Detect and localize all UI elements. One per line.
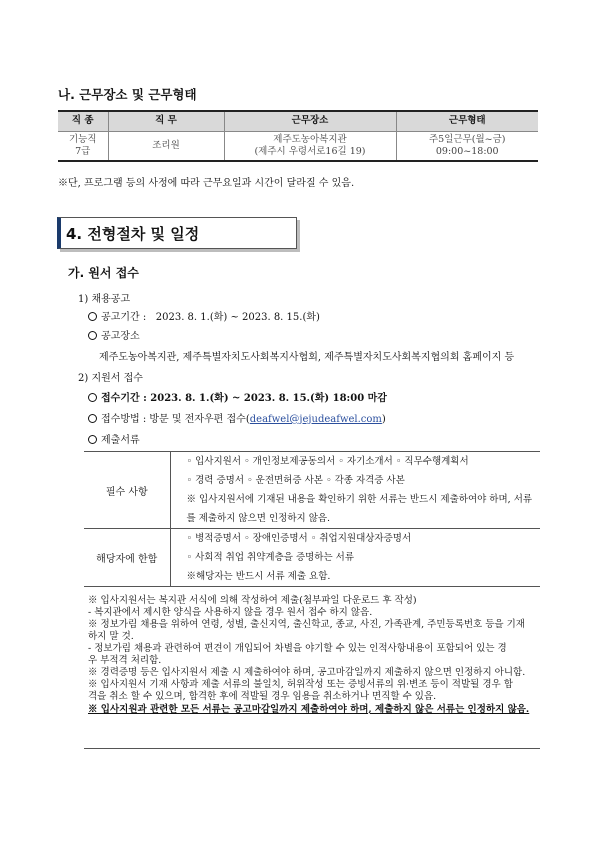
work-place-table (58, 110, 538, 162)
required-line2: ◦ 경력 증명서 ◦ 운전면허증 사본 ◦ 각종 자격증 사본 (186, 475, 405, 486)
work-place-line1: 제주도농아복지관 (273, 133, 347, 145)
note-line-4: 하지 말 것. (88, 631, 134, 642)
circle-bullet-icon (88, 393, 97, 402)
item2-method-label: 접수방법 : 방문 및 전자우편 접수( (101, 414, 250, 425)
job-type-line2: 7급 (75, 145, 91, 157)
header-work-form: 근무형태 (396, 111, 538, 131)
note-line-7: ※ 경력증명 등은 입사지원서 제출 시 제출하여야 하며, 공고마감일까지 제출하지 않으면 인정하지 아니함. (88, 667, 526, 678)
item2-docs (88, 431, 140, 446)
applicable-line1: ◦ 병적증명서 ◦ 장애인증명서 ◦ 취업지원대상자증명서 (186, 533, 412, 544)
item2-docs-label: 제출서류 (101, 435, 140, 446)
header-job-type: 직 종 (58, 111, 108, 131)
applicable-content (170, 529, 540, 587)
item1-place (88, 327, 140, 342)
applicable-line3: ※해당자는 반드시 서류 제출 요함. (186, 571, 331, 582)
email-link[interactable]: deafwel@jejudeafwel.com (249, 414, 382, 425)
applicable-line2: ◦ 사회적 취업 취약계층을 증명하는 서류 (186, 552, 355, 563)
work-form-line1: 주5일근무(월~금) (429, 133, 506, 145)
work-schedule-note: ※단, 프로그램 등의 사정에 따라 근무요일과 시간이 달라질 수 있음. (58, 178, 355, 189)
note-line-6: 우 부적격 처리함. (88, 655, 162, 666)
note-line-10: ※ 입사지원과 관련한 모든 서류는 공고마감일까지 제출하여야 하며, 제출하지 않은 서류는 인정하지 않음. (88, 704, 530, 715)
header-work-place: 근무장소 (224, 111, 396, 131)
table-row (84, 529, 540, 587)
note-line-2: - 복지관에서 제시한 양식을 사용하지 않을 경우 원서 접수 하지 않음. (88, 607, 373, 618)
cell-work-place (224, 131, 396, 161)
required-line3: ※ 입사지원서에 기재된 내용을 확인하기 위한 서류는 반드시 제출하여야 하며, 서류 (186, 494, 533, 505)
item1-period (88, 308, 320, 323)
item1-place-label: 공고장소 (101, 331, 140, 342)
circle-bullet-icon (88, 312, 97, 321)
item2-period-text: 접수기간 : 2023. 8. 1.(화) ~ 2023. 8. 15.(화) 18:00 마감 (101, 393, 387, 404)
work-place-line2: (제주시 우령서로16길 19) (254, 145, 366, 157)
circle-bullet-icon (88, 331, 97, 340)
cell-duty: 조리원 (108, 131, 224, 161)
item2-method (88, 410, 386, 425)
note-line-8: ※ 입사지원서 기재 사항과 제출 서류의 불일치, 허위작성 또는 증빙서류의 위·변조 등이 적발될 경우 합 (88, 679, 513, 690)
circle-bullet-icon (88, 414, 97, 423)
item2-title: 2) 지원서 접수 (78, 373, 143, 384)
table-row (84, 452, 540, 529)
required-label: 필수 사항 (84, 452, 170, 529)
cell-job-type (58, 131, 108, 161)
applicable-label: 해당자에 한함 (84, 529, 170, 587)
item2-period (88, 389, 387, 404)
note-line-5: - 정보가림 채용과 관련하여 편견이 개입되어 차별을 야기할 수 있는 인적사항내용이 포함되어 있는 경 (88, 643, 507, 654)
section-4-title: 4. 전형절차 및 일정 (66, 225, 200, 243)
documents-table (84, 451, 540, 587)
required-line1: ◦ 입사지원서 ◦ 개인정보제공동의서 ◦ 자기소개서 ◦ 직무수행계획서 (186, 456, 469, 467)
item1-period-label: 공고기간 : (101, 312, 147, 323)
section-b-title: 나. 근무장소 및 근무형태 (58, 87, 197, 102)
work-form-line2: 09:00~18:00 (435, 145, 499, 157)
required-content (170, 452, 540, 529)
item1-period-value: 2023. 8. 1.(화) ~ 2023. 8. 15.(화) (155, 312, 320, 323)
required-line4: 를 제출하지 않으면 인정하지 않음. (186, 513, 331, 524)
note-line-1: ※ 입사지원서는 복지관 서식에 의해 작성하여 제출(첨부파일 다운로드 후 작성) (88, 595, 417, 606)
sub-a-title: 가. 원서 접수 (68, 266, 139, 280)
job-type-line1: 기능직 (68, 133, 97, 145)
item1-title: 1) 채용공고 (78, 294, 131, 305)
work-place-table-header (58, 111, 538, 131)
note-line-9: 격을 취소 할 수 있으며, 합격한 후에 적발될 경우 임용을 취소하거나 면직할 수 있음. (88, 691, 437, 702)
header-duty: 직 무 (108, 111, 224, 131)
item1-place-value: 제주도농아복지관, 제주특별자치도사회복지사협회, 제주특별자치도사회복지협의회 홈페이지 등 (99, 352, 515, 363)
table-row (58, 131, 538, 161)
note-line-3: ※ 정보가림 채용을 위하여 연령, 성별, 출신지역, 출신학교, 종교, 사진, 가족관계, 주민등록번호 등을 기재 (88, 619, 525, 630)
item2-method-close: ) (381, 414, 386, 425)
circle-bullet-icon (88, 435, 97, 444)
cell-work-form (396, 131, 538, 161)
